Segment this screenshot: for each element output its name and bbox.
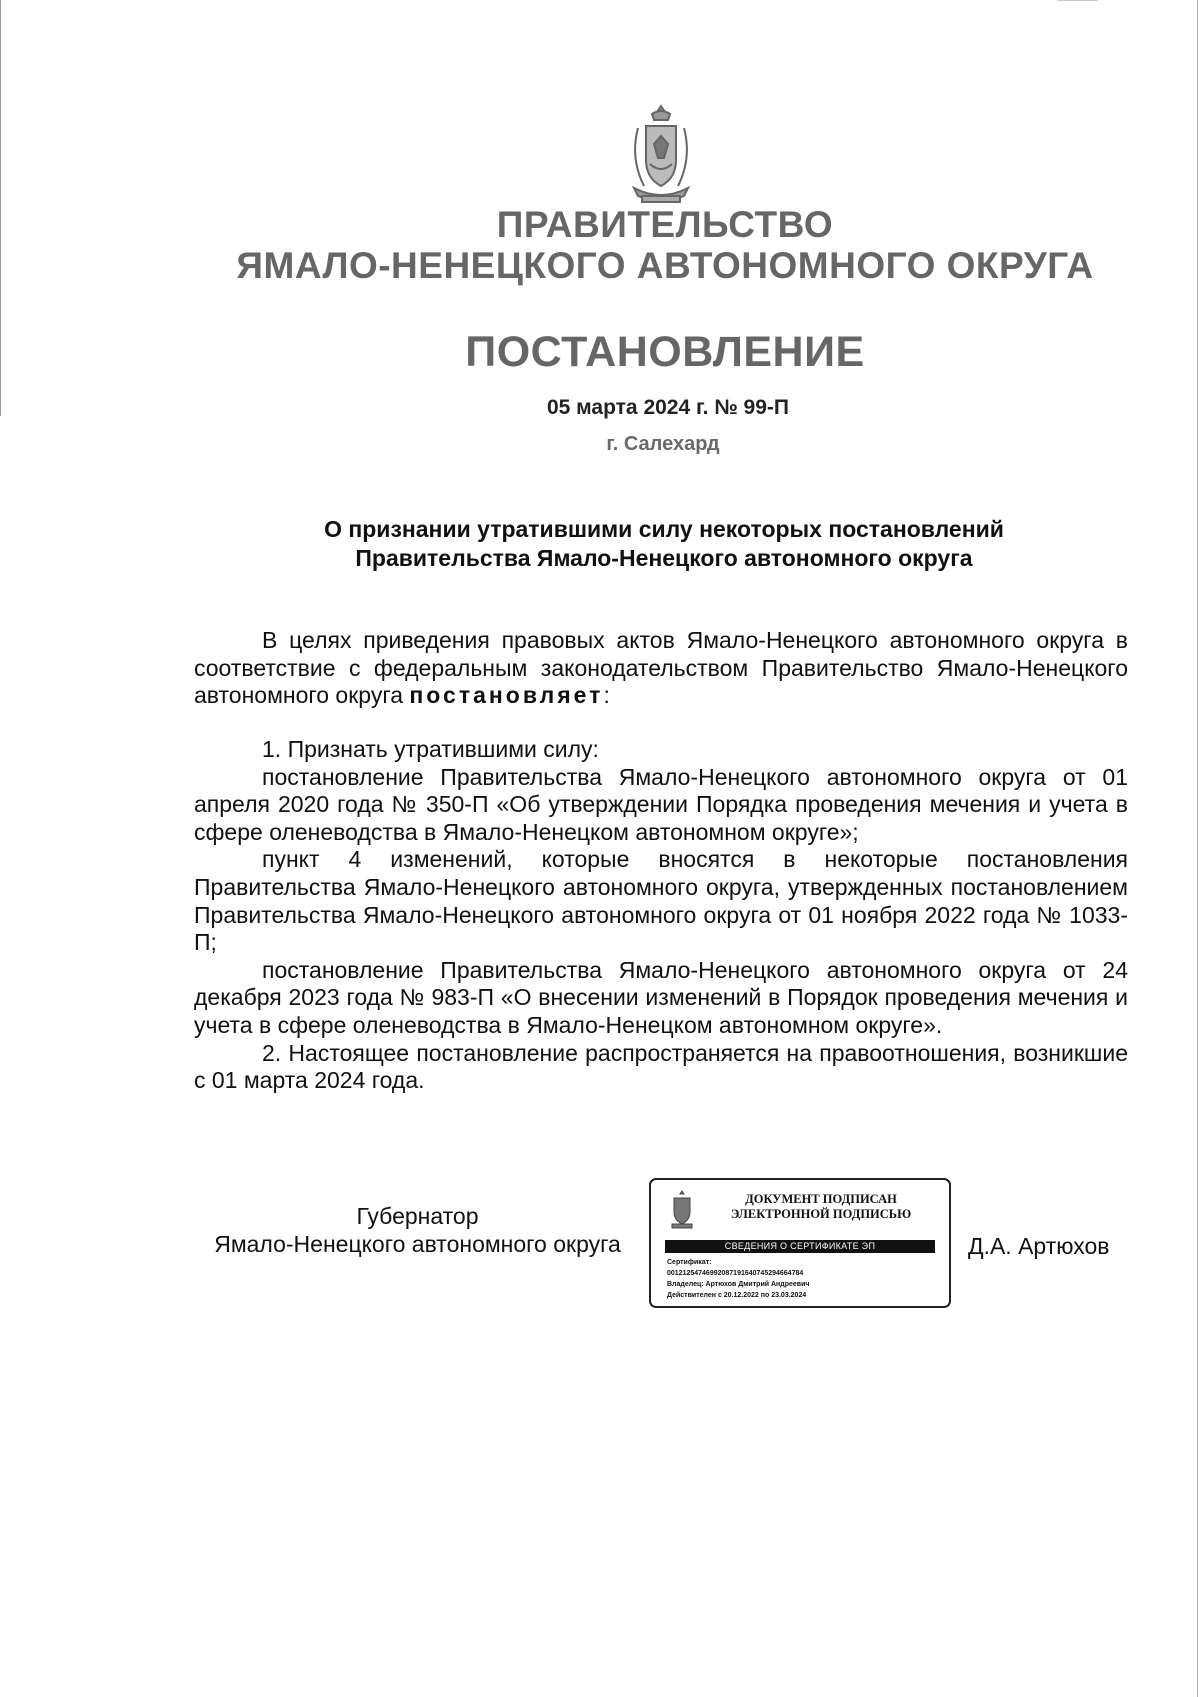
item-2: 2. Настоящее постановление распространяется на правоотношения, возникшие с 01 марта 2024 года. <box>194 1039 1128 1094</box>
signatory-name: Д.А. Артюхов <box>968 1233 1110 1259</box>
coat-of-arms-emblem <box>628 104 694 208</box>
document-title <box>190 515 1138 573</box>
document-date-number: 05 марта 2024 г. № 99-П <box>546 396 790 419</box>
stamp-title-line1: ДОКУМЕНТ ПОДПИСАН <box>745 1192 897 1206</box>
government-title-line2: ЯМАЛО-НЕНЕЦКОГО АВТОНОМНОГО ОКРУГА <box>236 245 1094 286</box>
electronic-signature-stamp <box>649 1178 951 1308</box>
resolves-word: постановляет <box>409 682 604 709</box>
preamble-text: В целях приведения правовых актов Ямало-Ненецкого автономного округа в соответствие с федеральным законодательством Правительство Ямало-Ненецкого автономного округа <box>194 627 1128 709</box>
stamp-title-line2: ЭЛЕКТРОННОЙ ПОДПИСЬЮ <box>730 1207 912 1221</box>
stamp-certificate-details <box>667 1257 943 1301</box>
item-1-subitem-b: пункт 4 изменений, которые вносятся в некоторые постановления Правительства Ямало-Ненецкого автономного округа, утвержденных постановлением Правительства Ямало-Ненецкого автономного округа от 01 ноября 2022 года № 1033-П; <box>194 846 1128 956</box>
item-1-subitem-a: постановление Правительства Ямало-Ненецкого автономного округа от 01 апреля 2020 года № 350-П «Об утверждении Порядка проведения мечения и учета в сфере оленеводства в Ямало-Ненецком автономном округе»; <box>194 763 1128 845</box>
stamp-certificate-bar: СВЕДЕНИЯ О СЕРТИФИКАТЕ ЭП <box>665 1240 935 1253</box>
resolution-items <box>194 736 1128 1095</box>
scan-edge-top <box>1058 0 1098 1</box>
document-title-line2: Правительства Ямало-Ненецкого автономного округа <box>355 545 973 571</box>
government-title-line1: ПРАВИТЕЛЬСТВО <box>496 204 834 245</box>
signatory-position-line2: Ямало-Ненецкого автономного округа <box>214 1231 621 1257</box>
stamp-cert-number: 00121254746992087191640745294664784 <box>667 1270 804 1277</box>
signatory-position-line1: Губернатор <box>356 1203 479 1229</box>
stamp-owner: Владелец: Артюхов Дмитрий Андреевич <box>667 1281 810 1288</box>
preamble <box>194 627 1128 710</box>
document-title-line1: О признании утратившими силу некоторых постановлений <box>324 516 1004 542</box>
signatory-position <box>190 1202 645 1258</box>
stamp-cert-label: Сертификат: <box>667 1259 712 1266</box>
document-city: г. Салехард <box>606 433 720 455</box>
item-1: 1. Признать утратившими силу: <box>262 736 599 762</box>
stamp-emblem-icon <box>669 1190 695 1230</box>
preamble-colon: : <box>603 682 610 709</box>
document-type-heading: ПОСТАНОВЛЕНИЕ <box>465 328 865 376</box>
stamp-validity: Действителен с 20.12.2022 по 23.03.2024 <box>667 1292 807 1299</box>
item-1-subitem-c: постановление Правительства Ямало-Ненецкого автономного округа от 24 декабря 2023 года № 983-П «О внесении изменений в Порядок проведения мечения и учета в сфере оленеводства в Ямало-Ненецком автономном округе». <box>194 956 1128 1038</box>
stamp-title <box>711 1192 931 1222</box>
